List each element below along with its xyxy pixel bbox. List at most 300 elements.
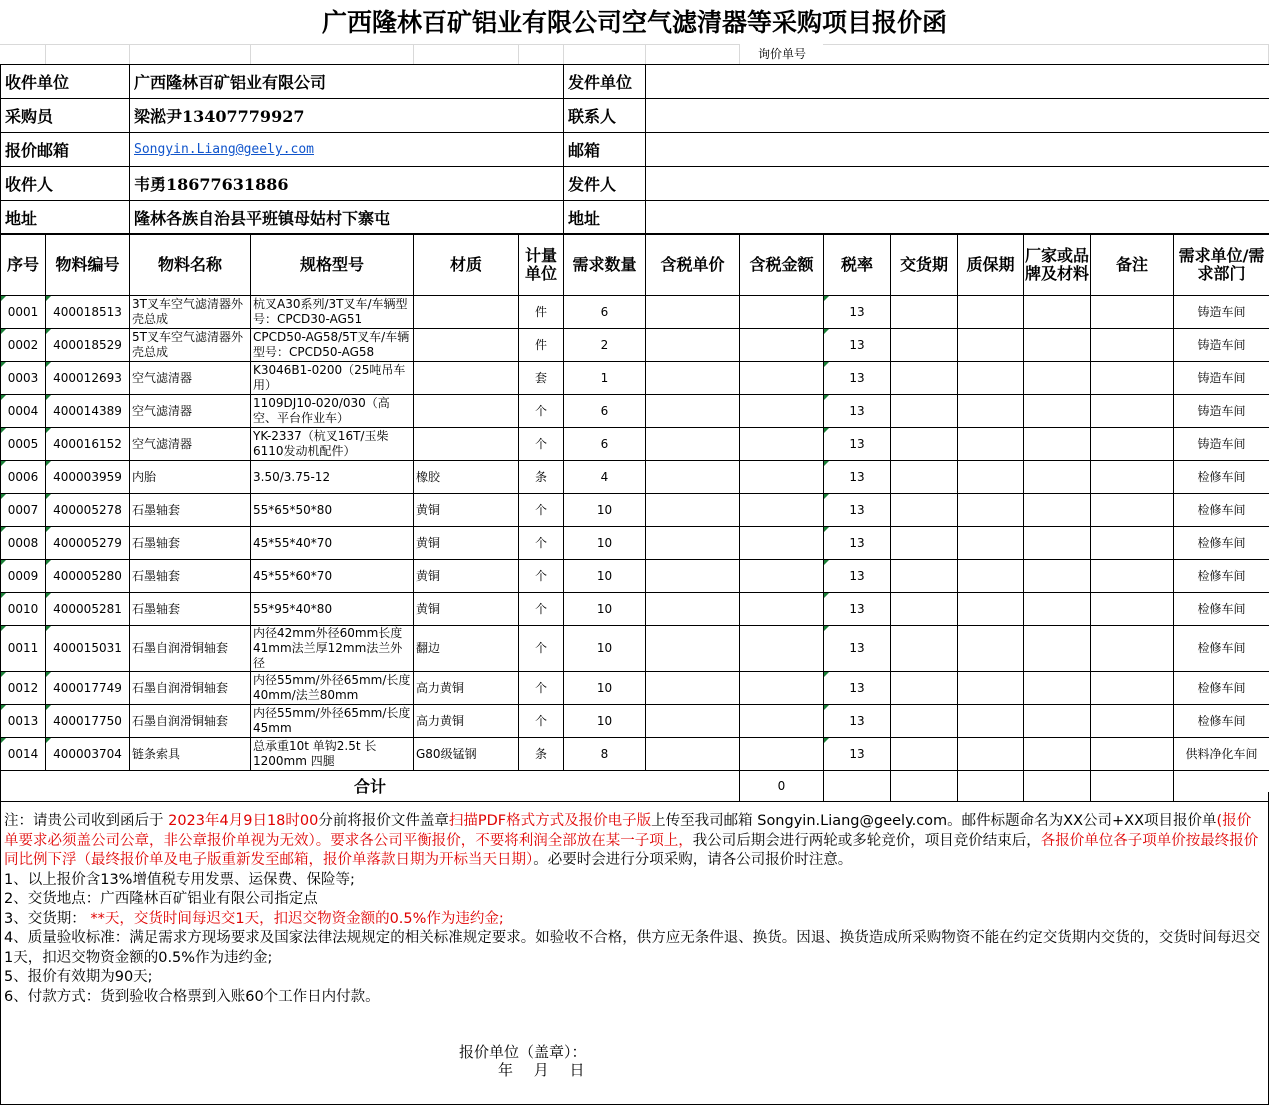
amount-cell[interactable] [740,461,824,494]
brand-cell[interactable] [1024,329,1091,362]
code-cell[interactable]: 400018529 [46,329,130,362]
info-label: 联系人 [564,99,646,133]
total-label: 合计 [1,771,740,802]
warranty-cell[interactable] [958,672,1024,705]
amount-cell[interactable] [740,329,824,362]
info-value[interactable] [646,65,1269,99]
material-cell[interactable]: 黄铜 [414,593,519,626]
unit-price-cell[interactable] [646,672,740,705]
name-cell[interactable]: 3T叉车空气滤清器外壳总成 [130,296,251,329]
material-cell[interactable]: 黄铜 [414,527,519,560]
amount-cell[interactable] [740,705,824,738]
table-row [1,672,1269,705]
remark-cell[interactable] [1091,329,1174,362]
table-row [1,362,1269,395]
amount-cell[interactable] [740,494,824,527]
note-text: 3、交货期： [4,910,91,927]
delivery-cell[interactable] [891,461,958,494]
seq-cell[interactable]: 0014 [1,738,46,771]
name-cell[interactable]: 空气滤清器 [130,395,251,428]
brand-cell[interactable] [1024,395,1091,428]
table-row [1,527,1269,560]
header-row [1,234,1269,296]
info-label: 报价邮箱 [1,133,130,167]
remark-cell[interactable] [1091,705,1174,738]
warranty-cell[interactable] [958,738,1024,771]
name-cell[interactable]: 石墨轴套 [130,527,251,560]
table-row [1,560,1269,593]
warranty-cell[interactable] [958,296,1024,329]
brand-cell[interactable] [1024,494,1091,527]
unit-cell[interactable]: 套 [519,362,564,395]
tax-rate-cell[interactable]: 13 [824,494,891,527]
remark-cell[interactable] [1091,395,1174,428]
qty-cell[interactable]: 1 [564,362,646,395]
dept-cell[interactable]: 检修车间 [1174,560,1269,593]
unit-cell[interactable]: 条 [519,461,564,494]
tax-rate-cell[interactable]: 13 [824,428,891,461]
dept-cell[interactable]: 铸造车间 [1174,428,1269,461]
delivery-cell[interactable] [891,329,958,362]
delivery-cell[interactable] [891,738,958,771]
unit-cell[interactable]: 个 [519,395,564,428]
name-cell[interactable]: 石墨自润滑铜轴套 [130,626,251,672]
amount-cell[interactable] [740,672,824,705]
delivery-cell[interactable] [891,705,958,738]
note-text: 。必要时会进行分项采购，请各公司报价时注意。 [533,852,853,868]
seq-cell[interactable]: 0008 [1,527,46,560]
info-row-recipient-unit [1,65,1269,99]
dept-cell[interactable]: 铸造车间 [1174,395,1269,428]
code-cell[interactable]: 400005278 [46,494,130,527]
unit-price-cell[interactable] [646,593,740,626]
seq-cell[interactable]: 0007 [1,494,46,527]
delivery-cell[interactable] [891,395,958,428]
column-header: 计量单位 [519,234,564,296]
tax-rate-cell[interactable]: 13 [824,362,891,395]
spec-cell[interactable]: 55*65*50*80 [251,494,414,527]
column-header: 规格型号 [251,234,414,296]
info-label: 收件人 [1,167,130,201]
unit-price-cell[interactable] [646,296,740,329]
spec-cell[interactable]: 45*55*40*70 [251,527,414,560]
page-title: 广西隆林百矿铝业有限公司空气滤清器等采购项目报价函 [321,8,947,37]
tax-rate-cell[interactable]: 13 [824,461,891,494]
code-cell[interactable]: 400005279 [46,527,130,560]
table-row [1,395,1269,428]
amount-cell[interactable] [740,593,824,626]
column-header: 物料名称 [130,234,251,296]
column-header: 税率 [824,234,891,296]
column-header: 含税单价 [646,234,740,296]
spec-cell[interactable]: 总承重10t 单钩2.5t 长1200mm 四腿 [251,738,414,771]
code-cell[interactable]: 400003959 [46,461,130,494]
signature-date: 年 月 日 [498,1061,585,1079]
remark-cell[interactable] [1091,494,1174,527]
amount-cell[interactable] [740,395,824,428]
grid-cell[interactable] [413,44,519,64]
qty-cell[interactable]: 4 [564,461,646,494]
dept-cell[interactable]: 检修车间 [1174,672,1269,705]
info-label: 发件单位 [564,65,646,99]
seq-cell[interactable]: 0009 [1,560,46,593]
brand-cell[interactable] [1024,362,1091,395]
signature-label: 报价单位（盖章）： [459,1043,587,1061]
qty-cell[interactable]: 6 [564,296,646,329]
inquiry-grid-row [0,44,1269,63]
table-row [1,738,1269,771]
name-cell[interactable]: 链条索具 [130,738,251,771]
code-cell[interactable]: 400015031 [46,626,130,672]
delivery-cell[interactable] [891,527,958,560]
unit-price-cell[interactable] [646,395,740,428]
brand-cell[interactable] [1024,461,1091,494]
note-item-4: 4、质量验收标准：满足需求方现场要求及国家法律法规规定的相关标准规定要求。如验收不合格，供方应无条件退、换货。因退、换货造成所采购物资不能在约定交货期内交货的，交货时间每迟交1天，扣迟交物资金额的0.5%作为违约金; [4,930,1261,966]
code-cell[interactable]: 400005280 [46,560,130,593]
info-value[interactable]: 韦勇18677631886 [130,167,564,201]
format-text: 扫描PDF格式方式及报价电子版 [448,813,652,829]
info-label: 地址 [564,201,646,235]
note-item-6: 6、付款方式：货到验收合格票到入账60个工作日内付款。 [4,988,380,1005]
qty-cell[interactable]: 10 [564,626,646,672]
material-cell[interactable]: 高力黄铜 [414,705,519,738]
brand-cell[interactable] [1024,560,1091,593]
tax-rate-cell[interactable]: 13 [824,395,891,428]
seq-cell[interactable]: 0006 [1,461,46,494]
grid-cell[interactable] [0,44,46,64]
qty-cell[interactable]: 8 [564,738,646,771]
seq-cell[interactable]: 0003 [1,362,46,395]
remark-cell[interactable] [1091,560,1174,593]
spec-cell[interactable]: 内径42mm外径60mm长度41mm法兰厚12mm法兰外径 [251,626,414,672]
name-cell[interactable]: 内胎 [130,461,251,494]
remark-cell[interactable] [1091,527,1174,560]
delivery-penalty: **天，交货时间每迟交1天，扣迟交物资金额的0.5%作为违约金; [90,910,504,927]
dept-cell[interactable]: 检修车间 [1174,494,1269,527]
spec-cell[interactable]: 内径55mm/外径65mm/长度40mm/法兰80mm [251,672,414,705]
note-item-2: 2、交货地点：广西隆林百矿铝业有限公司指定点 [4,891,318,907]
info-value[interactable]: 隆林各族自治县平班镇母姑村下寨屯 [130,201,564,235]
warranty-cell[interactable] [958,461,1024,494]
code-cell[interactable]: 400003704 [46,738,130,771]
table-row [1,296,1269,329]
unit-cell[interactable]: 个 [519,428,564,461]
note-item-5: 5、报价有效期为90天; [4,969,153,985]
note-item-1: 1、以上报价含13%增值税专用发票、运保费、保险等; [4,871,355,888]
column-header: 质保期 [958,234,1024,296]
unit-price-cell[interactable] [646,329,740,362]
unit-price-cell[interactable] [646,705,740,738]
dept-cell[interactable]: 供料净化车间 [1174,738,1269,771]
delivery-cell[interactable] [891,494,958,527]
grid-cell[interactable] [645,44,740,64]
spec-cell[interactable]: CPCD50-AG58/5T叉车/车辆型号：CPCD50-AG58 [251,329,414,362]
remark-cell[interactable] [1091,738,1174,771]
note-text: 分前将报价文件盖章 [318,813,449,829]
remark-cell[interactable] [1091,296,1174,329]
amount-cell[interactable] [740,428,824,461]
name-cell[interactable]: 石墨自润滑铜轴套 [130,672,251,705]
brand-cell[interactable] [1024,296,1091,329]
seq-cell[interactable]: 0005 [1,428,46,461]
material-cell[interactable] [414,329,519,362]
info-value[interactable]: 广西隆林百矿铝业有限公司 [130,65,564,99]
unit-price-cell[interactable] [646,428,740,461]
info-value[interactable] [646,201,1269,235]
unit-cell[interactable]: 个 [519,560,564,593]
code-cell[interactable]: 400017750 [46,705,130,738]
brand-cell[interactable] [1024,527,1091,560]
seq-cell[interactable]: 0002 [1,329,46,362]
spec-cell[interactable]: 45*55*60*70 [251,560,414,593]
qty-cell[interactable]: 10 [564,593,646,626]
tax-rate-cell[interactable]: 13 [824,329,891,362]
code-cell[interactable]: 400014389 [46,395,130,428]
unit-cell[interactable]: 个 [519,593,564,626]
material-cell[interactable] [414,362,519,395]
seq-cell[interactable]: 0012 [1,672,46,705]
unit-price-cell[interactable] [646,527,740,560]
seq-cell[interactable]: 0010 [1,593,46,626]
unit-cell[interactable]: 个 [519,705,564,738]
info-label: 地址 [1,201,130,235]
dept-cell[interactable]: 铸造车间 [1174,329,1269,362]
inquiry-number-label: 询价单号 [757,47,806,61]
code-cell[interactable]: 400012693 [46,362,130,395]
unit-cell[interactable]: 件 [519,329,564,362]
spec-cell[interactable]: 1109DJ10-020/030（高空、平台作业车） [251,395,414,428]
unit-cell[interactable]: 个 [519,672,564,705]
price-reduction-rule: 各报价单位各子项单价按最终报价同比例下浮（最终报价单及电子版重新发至邮箱，报价单落款日期为开标当天日期） [4,832,1259,868]
grid-cell[interactable] [45,44,130,64]
remark-cell[interactable] [1091,593,1174,626]
qty-cell[interactable]: 10 [564,705,646,738]
note-text: 我公司后期会进行两轮或多轮竞价，项目竞价结束后， [692,832,1041,849]
amount-cell[interactable] [740,738,824,771]
tax-rate-cell[interactable]: 13 [824,672,891,705]
tax-rate-cell[interactable]: 13 [824,296,891,329]
material-cell[interactable]: 黄铜 [414,560,519,593]
grid-cell[interactable] [518,44,564,64]
dept-cell[interactable]: 铸造车间 [1174,296,1269,329]
info-row-email [1,133,1269,167]
amount-cell[interactable] [740,362,824,395]
material-cell[interactable] [414,296,519,329]
info-row-receiver [1,167,1269,201]
warranty-cell[interactable] [958,329,1024,362]
grid-cell[interactable] [563,44,646,64]
seq-cell[interactable]: 0013 [1,705,46,738]
info-label: 采购员 [1,99,130,133]
tax-rate-cell[interactable]: 13 [824,738,891,771]
info-value[interactable] [646,99,1269,133]
unit-cell[interactable]: 个 [519,626,564,672]
info-value[interactable]: 梁淞尹13407779927 [130,99,564,133]
spec-cell[interactable]: 杭叉A30系列/3T叉车/车辆型号：CPCD30-AG51 [251,296,414,329]
material-cell[interactable] [414,395,519,428]
seq-cell[interactable]: 0011 [1,626,46,672]
warranty-cell[interactable] [958,428,1024,461]
name-cell[interactable]: 空气滤清器 [130,428,251,461]
name-cell[interactable]: 石墨轴套 [130,593,251,626]
seq-cell[interactable]: 0004 [1,395,46,428]
code-cell[interactable]: 400018513 [46,296,130,329]
column-header: 备注 [1091,234,1174,296]
brand-cell[interactable] [1024,626,1091,672]
delivery-cell[interactable] [891,428,958,461]
qty-cell[interactable]: 10 [564,560,646,593]
info-label: 邮箱 [564,133,646,167]
material-cell[interactable] [414,428,519,461]
material-cell[interactable]: 翻边 [414,626,519,672]
material-cell[interactable]: 黄铜 [414,494,519,527]
amount-cell[interactable] [740,626,824,672]
brand-cell[interactable] [1024,428,1091,461]
warranty-cell[interactable] [958,494,1024,527]
material-cell[interactable]: 橡胶 [414,461,519,494]
qty-cell[interactable]: 2 [564,329,646,362]
info-table [0,64,1269,235]
code-cell[interactable]: 400005281 [46,593,130,626]
column-header: 交货期 [891,234,958,296]
grid-cell[interactable] [129,44,251,64]
unit-price-cell[interactable] [646,738,740,771]
brand-cell[interactable] [1024,593,1091,626]
unit-cell[interactable]: 个 [519,494,564,527]
code-cell[interactable]: 400016152 [46,428,130,461]
grid-cell[interactable] [250,44,414,64]
column-header: 含税金额 [740,234,824,296]
brand-cell[interactable] [1024,705,1091,738]
deadline-text: 2023年4月9日18时00 [168,813,319,829]
amount-cell[interactable] [740,527,824,560]
remark-cell[interactable] [1091,461,1174,494]
delivery-cell[interactable] [891,626,958,672]
email-link[interactable]: Songyin.Liang@geely.com [130,133,564,167]
qty-cell[interactable]: 10 [564,527,646,560]
note-item-3 [4,910,1262,930]
brand-cell[interactable] [1024,672,1091,705]
tax-rate-cell[interactable]: 13 [824,593,891,626]
warranty-cell[interactable] [958,395,1024,428]
info-label: 发件人 [564,167,646,201]
dept-cell[interactable]: 检修车间 [1174,461,1269,494]
code-cell[interactable]: 400017749 [46,672,130,705]
qty-cell[interactable]: 6 [564,428,646,461]
column-header: 厂家或品牌及材料 [1024,234,1091,296]
warranty-cell[interactable] [958,626,1024,672]
delivery-cell[interactable] [891,362,958,395]
tax-rate-cell[interactable]: 13 [824,705,891,738]
unit-price-cell[interactable] [646,362,740,395]
tax-rate-cell[interactable]: 13 [824,626,891,672]
remark-cell[interactable] [1091,626,1174,672]
column-header: 需求单位/需求部门 [1174,234,1269,296]
table-row [1,461,1269,494]
qty-cell[interactable]: 10 [564,672,646,705]
warranty-cell[interactable] [958,593,1024,626]
name-cell[interactable]: 石墨轴套 [130,494,251,527]
stamp-requirement: (报价单要求必须盖公司公章，非公章报价单视为无效）。要求各公司平衡报价，不要将利润全部放在某一子项上， [4,813,1252,849]
material-cell[interactable]: G80级锰钢 [414,738,519,771]
warranty-cell[interactable] [958,705,1024,738]
spec-cell[interactable]: K3046B1-0200（25吨吊车用） [251,362,414,395]
tax-rate-cell[interactable]: 13 [824,560,891,593]
table-row [1,593,1269,626]
note-text: 上传至我司邮箱 Songyin.Liang@geely.com。邮件标题命名为XX公司+XX项目报价单 [651,813,1217,829]
unit-price-cell[interactable] [646,560,740,593]
info-value[interactable] [646,133,1269,167]
info-row-address [1,201,1269,235]
info-value[interactable] [646,167,1269,201]
note-text: 注：请贵公司收到函后于 [4,813,169,829]
spec-cell[interactable]: 3.50/3.75-12 [251,461,414,494]
unit-cell[interactable]: 件 [519,296,564,329]
warranty-cell[interactable] [958,560,1024,593]
delivery-cell[interactable] [891,560,958,593]
delivery-cell[interactable] [891,296,958,329]
table-row [1,428,1269,461]
items-table [0,233,1269,802]
name-cell[interactable]: 空气滤清器 [130,362,251,395]
info-row-buyer [1,99,1269,133]
column-header: 序号 [1,234,46,296]
notes-intro [4,813,1258,868]
tax-rate-cell[interactable]: 13 [824,527,891,560]
amount-cell[interactable] [740,296,824,329]
delivery-cell[interactable] [891,672,958,705]
notes-section [0,792,1269,1105]
info-label: 收件单位 [1,65,130,99]
remark-cell[interactable] [1091,362,1174,395]
table-row [1,494,1269,527]
warranty-cell[interactable] [958,527,1024,560]
name-cell[interactable]: 石墨轴套 [130,560,251,593]
table-row [1,329,1269,362]
dept-cell[interactable]: 检修车间 [1174,593,1269,626]
qty-cell[interactable]: 6 [564,395,646,428]
dept-cell[interactable]: 检修车间 [1174,626,1269,672]
material-cell[interactable]: 高力黄铜 [414,672,519,705]
column-header: 需求数量 [564,234,646,296]
inquiry-number-value[interactable] [823,44,1269,64]
qty-cell[interactable]: 10 [564,494,646,527]
table-row [1,705,1269,738]
warranty-cell[interactable] [958,362,1024,395]
seq-cell[interactable]: 0001 [1,296,46,329]
name-cell[interactable]: 5T叉车空气滤清器外壳总成 [130,329,251,362]
unit-price-cell[interactable] [646,461,740,494]
column-header: 材质 [414,234,519,296]
unit-cell[interactable]: 条 [519,738,564,771]
spec-cell[interactable]: YK-2337（杭叉16T/玉柴6110发动机配件） [251,428,414,461]
delivery-cell[interactable] [891,593,958,626]
total-amount[interactable]: 0 [740,771,824,802]
dept-cell[interactable]: 检修车间 [1174,527,1269,560]
brand-cell[interactable] [1024,738,1091,771]
unit-price-cell[interactable] [646,626,740,672]
spec-cell[interactable]: 内径55mm/外径65mm/长度45mm [251,705,414,738]
dept-cell[interactable]: 检修车间 [1174,705,1269,738]
unit-cell[interactable]: 个 [519,527,564,560]
dept-cell[interactable]: 铸造车间 [1174,362,1269,395]
remark-cell[interactable] [1091,428,1174,461]
unit-price-cell[interactable] [646,494,740,527]
spec-cell[interactable]: 55*95*40*80 [251,593,414,626]
name-cell[interactable]: 石墨自润滑铜轴套 [130,705,251,738]
remark-cell[interactable] [1091,672,1174,705]
amount-cell[interactable] [740,560,824,593]
